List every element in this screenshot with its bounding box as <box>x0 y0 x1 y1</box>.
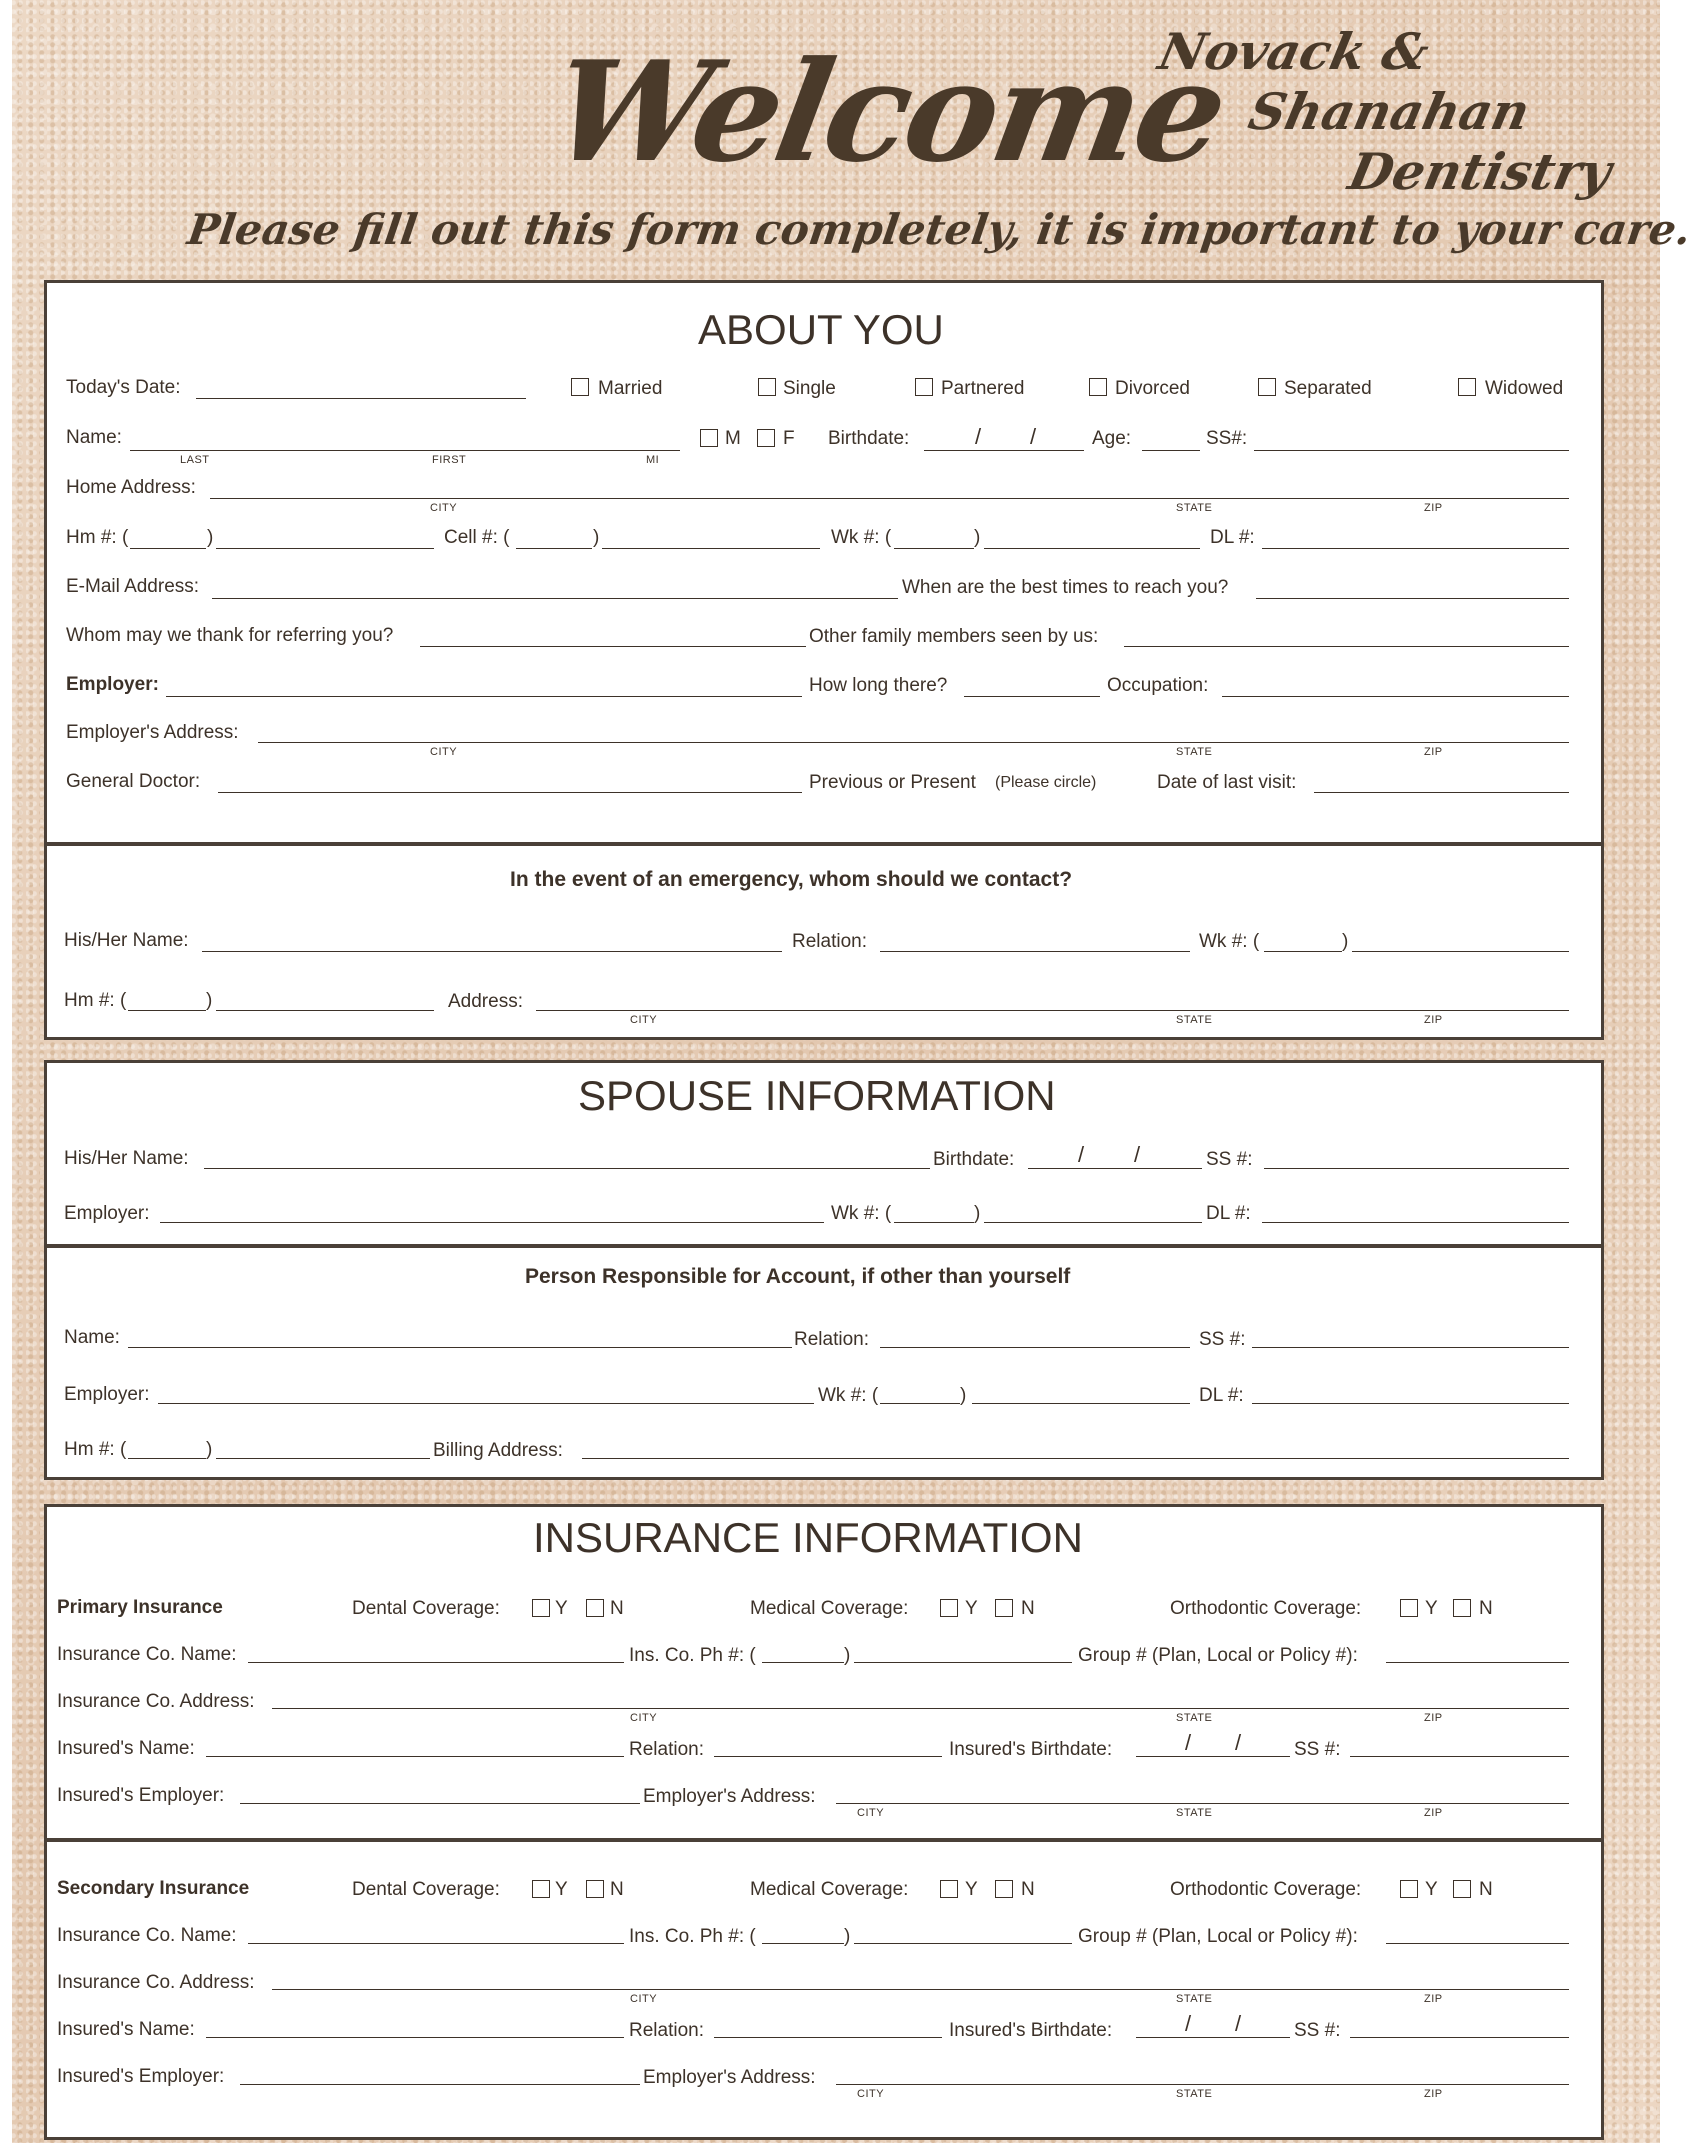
widowed-label: Widowed <box>1485 378 1564 399</box>
spouse-name-label: His/Her Name: <box>64 1148 189 1169</box>
emergency-home-phone-field[interactable] <box>216 1010 434 1011</box>
emergency-relation-field[interactable] <box>880 951 1190 952</box>
last-visit-label: Date of last visit: <box>1157 772 1297 793</box>
zip-caption: ZIP <box>1424 1993 1443 2005</box>
primary-medical-yes-checkbox[interactable] <box>940 1599 958 1617</box>
spouse-title: SPOUSE INFORMATION <box>578 1072 1056 1119</box>
responsible-employer-label: Employer: <box>64 1384 150 1405</box>
responsible-name-field[interactable] <box>128 1347 792 1348</box>
primary-co-address-label: Insurance Co. Address: <box>57 1691 255 1712</box>
emergency-address-field[interactable] <box>536 1010 1569 1011</box>
primary-insured-employer-field[interactable] <box>240 1803 640 1804</box>
work-phone-area-field[interactable] <box>894 548 974 549</box>
primary-employer-address-label: Employer's Address: <box>643 1786 816 1807</box>
birthdate-label: Birthdate: <box>828 428 910 449</box>
email-field[interactable] <box>212 598 898 599</box>
secondary-ortho-label: Orthodontic Coverage: <box>1170 1879 1362 1900</box>
age-field[interactable] <box>1142 450 1200 451</box>
todays-date-field[interactable] <box>196 398 526 399</box>
last-visit-field[interactable] <box>1314 792 1569 793</box>
secondary-co-phone-area-field[interactable] <box>762 1943 844 1944</box>
emergency-heading: In the event of an emergency, whom should we contact? <box>510 868 1073 891</box>
spouse-ss-field[interactable] <box>1264 1168 1569 1169</box>
female-label: F <box>783 428 795 449</box>
ss-field[interactable] <box>1254 450 1569 451</box>
secondary-dental-label: Dental Coverage: <box>352 1879 500 1900</box>
yes-label: Y <box>965 1598 978 1619</box>
date-slash: / <box>1235 1730 1242 1755</box>
how-long-label: How long there? <box>809 675 948 696</box>
secondary-co-address-label: Insurance Co. Address: <box>57 1972 255 1993</box>
referral-field[interactable] <box>420 646 806 647</box>
primary-ss-field[interactable] <box>1350 1756 1569 1757</box>
date-slash: / <box>1185 2011 1192 2036</box>
zip-caption: ZIP <box>1424 1712 1443 1724</box>
spouse-dl-field[interactable] <box>1262 1222 1569 1223</box>
secondary-ortho-yes-checkbox[interactable] <box>1400 1880 1418 1898</box>
home-phone-label: Hm #: ( <box>66 527 129 548</box>
brand-line-3: Dentistry <box>1343 142 1617 201</box>
primary-insured-name-field[interactable] <box>206 1756 624 1757</box>
separated-label: Separated <box>1284 378 1372 399</box>
secondary-medical-label: Medical Coverage: <box>750 1879 909 1900</box>
primary-group-field[interactable] <box>1386 1662 1569 1663</box>
emergency-work-area-field[interactable] <box>1264 951 1342 952</box>
state-caption: STATE <box>1176 1807 1213 1819</box>
primary-co-phone-field[interactable] <box>854 1662 1072 1663</box>
todays-date-label: Today's Date: <box>66 377 181 398</box>
close-paren: ) <box>206 1439 213 1460</box>
responsible-heading: Person Responsible for Account, if other than yourself <box>525 1265 1071 1288</box>
primary-co-address-field[interactable] <box>272 1708 1569 1709</box>
cell-phone-label: Cell #: ( <box>444 527 510 548</box>
secondary-insured-name-field[interactable] <box>206 2037 624 2038</box>
responsible-work-phone-field[interactable] <box>972 1403 1190 1404</box>
family-label: Other family members seen by us: <box>809 626 1099 647</box>
first-caption: FIRST <box>432 454 467 466</box>
home-address-field[interactable] <box>210 498 1569 499</box>
state-caption: STATE <box>1176 1014 1213 1026</box>
zip-caption: ZIP <box>1424 2088 1443 2100</box>
primary-medical-no-checkbox[interactable] <box>995 1599 1013 1617</box>
separated-checkbox[interactable] <box>1258 378 1276 396</box>
form-instructions: Please fill out this form completely, it is important to your care. <box>184 205 1695 254</box>
primary-medical-label: Medical Coverage: <box>750 1598 909 1619</box>
section-divider <box>44 1838 1604 1842</box>
emergency-address-label: Address: <box>448 991 523 1012</box>
responsible-relation-label: Relation: <box>794 1329 869 1350</box>
secondary-medical-yes-checkbox[interactable] <box>940 1880 958 1898</box>
male-checkbox[interactable] <box>700 429 718 447</box>
responsible-dl-field[interactable] <box>1252 1403 1569 1404</box>
secondary-co-name-label: Insurance Co. Name: <box>57 1925 237 1946</box>
widowed-checkbox[interactable] <box>1458 378 1476 396</box>
secondary-insured-employer-label: Insured's Employer: <box>57 2066 225 2087</box>
responsible-work-phone-label: Wk #: ( <box>818 1385 879 1406</box>
last-caption: LAST <box>180 454 210 466</box>
name-label: Name: <box>66 427 122 448</box>
emergency-work-phone-label: Wk #: ( <box>1199 931 1260 952</box>
primary-ss-label: SS #: <box>1294 1739 1341 1760</box>
family-field[interactable] <box>1124 646 1569 647</box>
responsible-employer-field[interactable] <box>158 1403 814 1404</box>
secondary-dental-yes-checkbox[interactable] <box>532 1880 550 1898</box>
state-caption: STATE <box>1176 746 1213 758</box>
secondary-ss-field[interactable] <box>1350 2037 1569 2038</box>
emergency-home-area-field[interactable] <box>128 1010 206 1011</box>
insurance-title: INSURANCE INFORMATION <box>533 1514 1083 1561</box>
primary-co-name-field[interactable] <box>248 1662 624 1663</box>
state-caption: STATE <box>1176 1712 1213 1724</box>
work-phone-label: Wk #: ( <box>831 527 892 548</box>
birthdate-field[interactable] <box>924 450 1084 451</box>
billing-address-field[interactable] <box>582 1458 1569 1459</box>
secondary-ortho-no-checkbox[interactable] <box>1453 1880 1471 1898</box>
no-label: N <box>1021 1879 1035 1900</box>
brand-line-2: Shanahan <box>1243 82 1535 141</box>
secondary-relation-label: Relation: <box>629 2020 704 2041</box>
secondary-dental-no-checkbox[interactable] <box>586 1880 604 1898</box>
date-slash: / <box>1078 1142 1085 1167</box>
close-paren: ) <box>960 1385 967 1406</box>
zip-caption: ZIP <box>1424 502 1443 514</box>
primary-insured-employer-label: Insured's Employer: <box>57 1785 225 1806</box>
spouse-employer-field[interactable] <box>160 1222 824 1223</box>
spouse-birthdate-field[interactable] <box>1028 1168 1202 1169</box>
responsible-ss-label: SS #: <box>1199 1329 1246 1350</box>
divorced-label: Divorced <box>1115 378 1190 399</box>
emergency-name-field[interactable] <box>202 951 782 952</box>
secondary-ss-label: SS #: <box>1294 2020 1341 2041</box>
name-field[interactable] <box>130 450 680 451</box>
divorced-checkbox[interactable] <box>1089 378 1107 396</box>
partnered-checkbox[interactable] <box>915 378 933 396</box>
primary-insurance-label: Primary Insurance <box>57 1597 223 1618</box>
married-label: Married <box>598 378 663 399</box>
secondary-relation-field[interactable] <box>714 2037 942 2038</box>
how-long-field[interactable] <box>964 696 1100 697</box>
secondary-insured-birthdate-label: Insured's Birthdate: <box>949 2020 1113 2041</box>
date-slash: / <box>975 424 982 449</box>
occupation-field[interactable] <box>1222 696 1569 697</box>
primary-insured-birthdate-label: Insured's Birthdate: <box>949 1739 1113 1760</box>
primary-insured-birthdate-field[interactable] <box>1136 1756 1290 1757</box>
best-times-label: When are the best times to reach you? <box>902 577 1229 598</box>
brand-line-1: Novack & <box>1153 22 1435 81</box>
yes-label: Y <box>1425 1879 1438 1900</box>
cell-phone-field[interactable] <box>602 548 820 549</box>
secondary-insurance-label: Secondary Insurance <box>57 1878 250 1899</box>
section-divider <box>44 842 1604 846</box>
secondary-insured-employer-field[interactable] <box>240 2084 640 2085</box>
close-paren: ) <box>844 1645 851 1666</box>
close-paren: ) <box>593 527 600 548</box>
referral-label: Whom may we thank for referring you? <box>66 625 394 646</box>
city-caption: CITY <box>430 502 458 514</box>
employer-field[interactable] <box>166 696 802 697</box>
employer-address-label: Employer's Address: <box>66 722 239 743</box>
home-phone-field[interactable] <box>216 548 434 549</box>
no-label: N <box>610 1598 624 1619</box>
primary-co-name-label: Insurance Co. Name: <box>57 1644 237 1665</box>
city-caption: CITY <box>630 1993 658 2005</box>
primary-dental-yes-checkbox[interactable] <box>532 1599 550 1617</box>
no-label: N <box>1479 1598 1493 1619</box>
emergency-relation-label: Relation: <box>792 931 867 952</box>
age-label: Age: <box>1092 428 1132 449</box>
responsible-home-phone-label: Hm #: ( <box>64 1439 127 1460</box>
secondary-insured-name-label: Insured's Name: <box>57 2019 195 2040</box>
spouse-name-field[interactable] <box>204 1168 930 1169</box>
close-paren: ) <box>206 990 213 1011</box>
no-label: N <box>1479 1879 1493 1900</box>
city-caption: CITY <box>857 2088 885 2100</box>
state-caption: STATE <box>1176 2088 1213 2100</box>
yes-label: Y <box>965 1879 978 1900</box>
secondary-co-phone-label: Ins. Co. Ph #: ( <box>629 1926 756 1947</box>
general-doctor-label: General Doctor: <box>66 771 201 792</box>
employer-label: Employer: <box>66 674 159 695</box>
secondary-employer-address-field[interactable] <box>836 2084 1569 2085</box>
emergency-name-label: His/Her Name: <box>64 930 189 951</box>
billing-address-label: Billing Address: <box>433 1440 563 1461</box>
home-phone-area-field[interactable] <box>130 548 206 549</box>
zip-caption: ZIP <box>1424 1807 1443 1819</box>
no-label: N <box>610 1879 624 1900</box>
spouse-dl-label: DL #: <box>1206 1203 1251 1224</box>
close-paren: ) <box>974 527 981 548</box>
married-checkbox[interactable] <box>571 378 589 396</box>
date-slash: / <box>1185 1730 1192 1755</box>
primary-group-label: Group # (Plan, Local or Policy #): <box>1078 1645 1358 1666</box>
email-label: E-Mail Address: <box>66 576 200 597</box>
spouse-employer-label: Employer: <box>64 1203 150 1224</box>
cell-phone-area-field[interactable] <box>516 548 592 549</box>
occupation-label: Occupation: <box>1107 675 1209 696</box>
secondary-group-field[interactable] <box>1386 1943 1569 1944</box>
city-caption: CITY <box>630 1712 658 1724</box>
primary-relation-label: Relation: <box>629 1739 704 1760</box>
ss-label: SS#: <box>1206 428 1248 449</box>
responsible-relation-field[interactable] <box>880 1347 1190 1348</box>
state-caption: STATE <box>1176 502 1213 514</box>
city-caption: CITY <box>857 1807 885 1819</box>
emergency-home-phone-label: Hm #: ( <box>64 990 127 1011</box>
spouse-work-phone-field[interactable] <box>984 1222 1202 1223</box>
secondary-co-phone-field[interactable] <box>854 1943 1072 1944</box>
responsible-home-area-field[interactable] <box>128 1458 206 1459</box>
general-doctor-field[interactable] <box>218 792 802 793</box>
primary-insured-name-label: Insured's Name: <box>57 1738 195 1759</box>
primary-co-phone-label: Ins. Co. Ph #: ( <box>629 1645 756 1666</box>
female-checkbox[interactable] <box>757 429 775 447</box>
secondary-group-label: Group # (Plan, Local or Policy #): <box>1078 1926 1358 1947</box>
close-paren: ) <box>974 1203 981 1224</box>
yes-label: Y <box>1425 1598 1438 1619</box>
primary-ortho-label: Orthodontic Coverage: <box>1170 1598 1362 1619</box>
yes-label: Y <box>555 1598 568 1619</box>
secondary-co-address-field[interactable] <box>272 1989 1569 1990</box>
about-you-title: ABOUT YOU <box>698 306 944 353</box>
spouse-work-area-field[interactable] <box>894 1222 974 1223</box>
primary-dental-no-checkbox[interactable] <box>586 1599 604 1617</box>
home-address-label: Home Address: <box>66 477 196 498</box>
primary-employer-address-field[interactable] <box>836 1803 1569 1804</box>
mi-caption: MI <box>646 454 660 466</box>
primary-co-phone-area-field[interactable] <box>762 1662 844 1663</box>
date-slash: / <box>1134 1142 1141 1167</box>
partnered-label: Partnered <box>941 378 1025 399</box>
emergency-work-phone-field[interactable] <box>1352 951 1569 952</box>
responsible-name-label: Name: <box>64 1327 120 1348</box>
close-paren: ) <box>844 1926 851 1947</box>
spouse-ss-label: SS #: <box>1206 1149 1253 1170</box>
secondary-medical-no-checkbox[interactable] <box>995 1880 1013 1898</box>
primary-relation-field[interactable] <box>714 1756 942 1757</box>
secondary-insured-birthdate-field[interactable] <box>1136 2037 1290 2038</box>
city-caption: CITY <box>630 1014 658 1026</box>
city-caption: CITY <box>430 746 458 758</box>
single-checkbox[interactable] <box>758 378 776 396</box>
work-phone-field[interactable] <box>984 548 1200 549</box>
dl-label: DL #: <box>1210 527 1255 548</box>
date-slash: / <box>1235 2011 1242 2036</box>
previous-present-label: Previous or Present <box>809 772 976 793</box>
responsible-work-area-field[interactable] <box>880 1403 960 1404</box>
employer-address-field[interactable] <box>258 742 1569 743</box>
welcome-title: Welcome <box>540 30 1236 193</box>
single-label: Single <box>783 378 836 399</box>
primary-dental-label: Dental Coverage: <box>352 1598 500 1619</box>
no-label: N <box>1021 1598 1035 1619</box>
spouse-work-phone-label: Wk #: ( <box>831 1203 892 1224</box>
responsible-home-phone-field[interactable] <box>216 1458 430 1459</box>
secondary-co-name-field[interactable] <box>248 1943 624 1944</box>
zip-caption: ZIP <box>1424 746 1443 758</box>
please-circle-note: (Please circle) <box>995 774 1097 791</box>
best-times-field[interactable] <box>1256 598 1569 599</box>
section-divider <box>44 1244 1604 1248</box>
primary-ortho-yes-checkbox[interactable] <box>1400 1599 1418 1617</box>
spouse-birthdate-label: Birthdate: <box>933 1149 1015 1170</box>
responsible-ss-field[interactable] <box>1252 1347 1569 1348</box>
yes-label: Y <box>555 1879 568 1900</box>
zip-caption: ZIP <box>1424 1014 1443 1026</box>
responsible-dl-label: DL #: <box>1199 1385 1244 1406</box>
dl-field[interactable] <box>1262 548 1569 549</box>
state-caption: STATE <box>1176 1993 1213 2005</box>
close-paren: ) <box>1342 931 1349 952</box>
male-label: M <box>725 428 741 449</box>
primary-ortho-no-checkbox[interactable] <box>1453 1599 1471 1617</box>
date-slash: / <box>1030 424 1037 449</box>
secondary-employer-address-label: Employer's Address: <box>643 2067 816 2088</box>
close-paren: ) <box>207 527 214 548</box>
